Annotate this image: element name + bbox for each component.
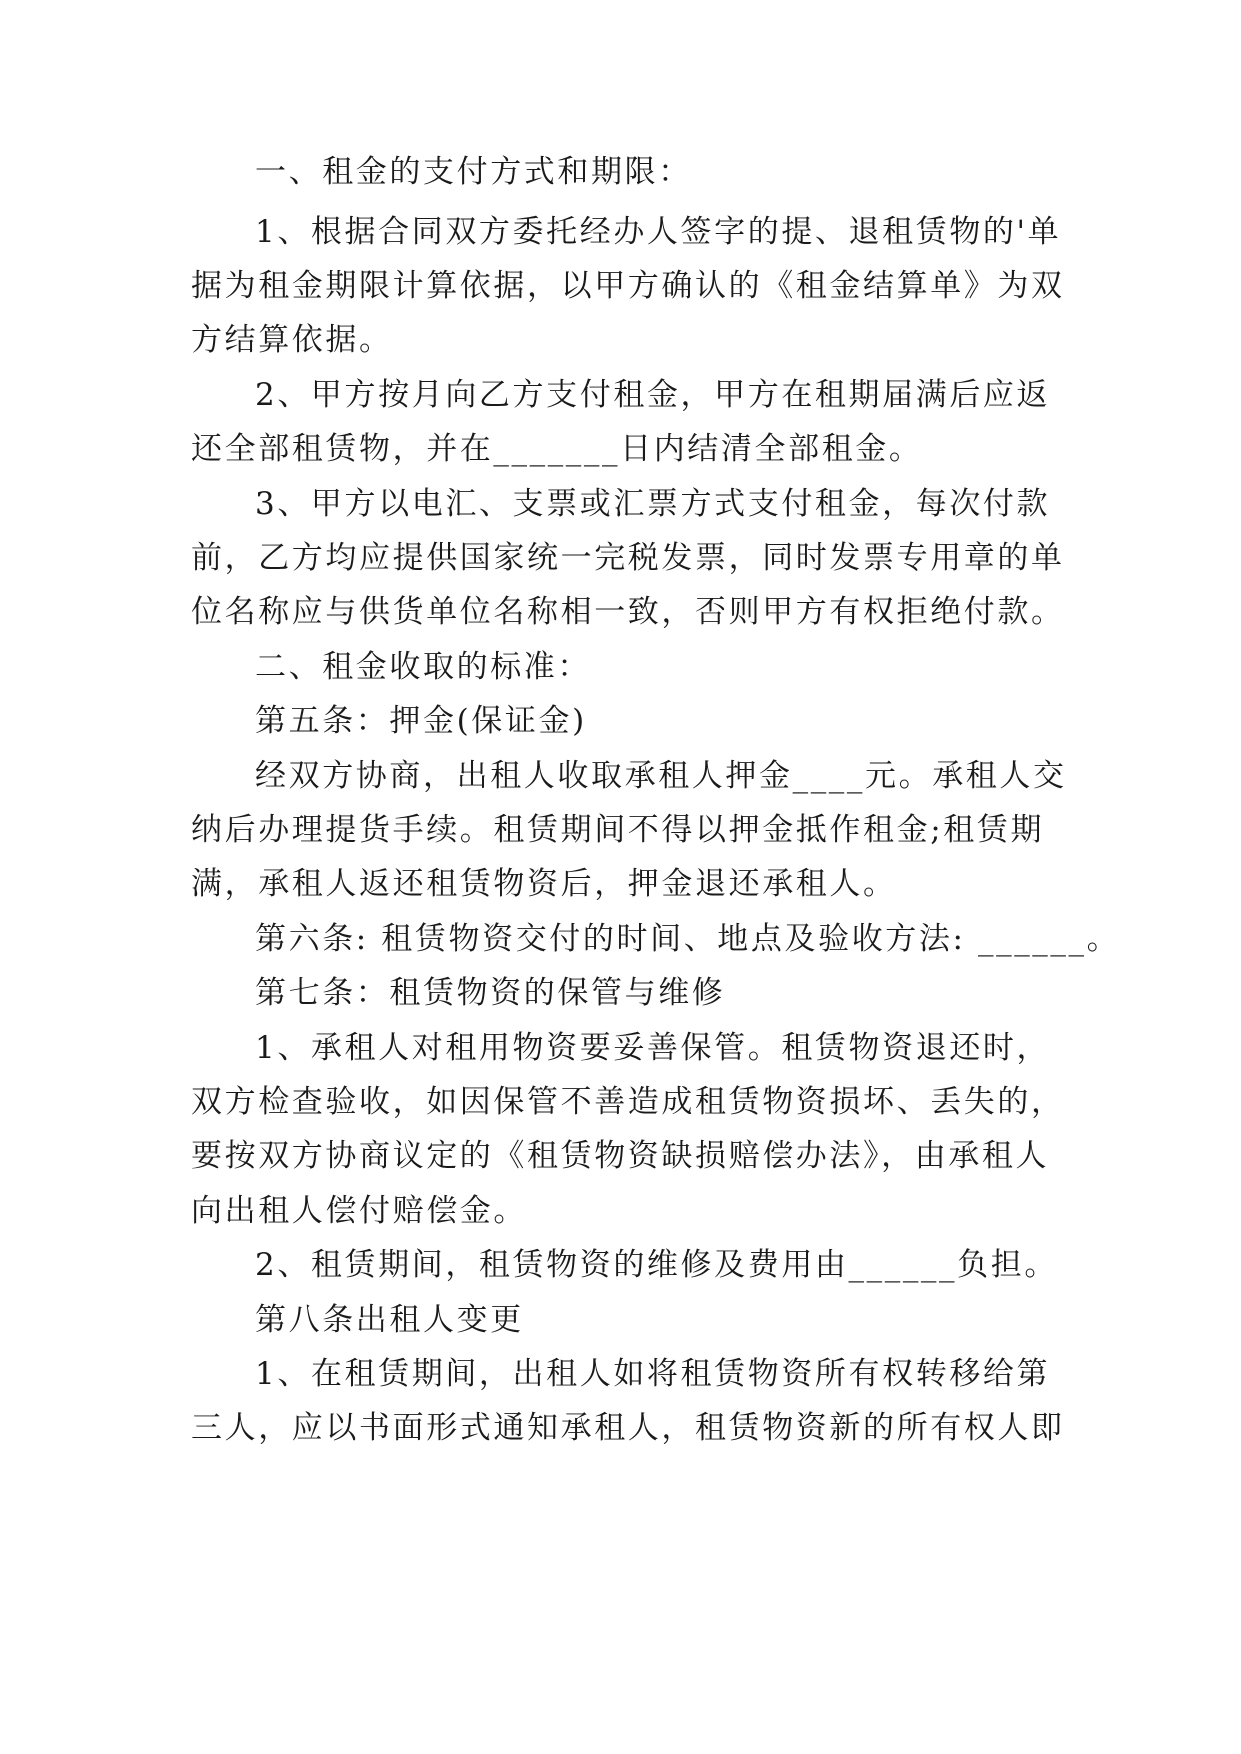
- paragraph-line: 要按双方协商议定的《租赁物资缺损赔偿办法》，由承租人: [191, 1138, 1050, 1174]
- paragraph-line: 还全部租赁物，并在_______日内结清全部租金。: [191, 431, 923, 467]
- article-heading-deposit: 第五条：押金(保证金): [255, 703, 587, 739]
- section-heading-standard: 二、租金收取的标准：: [255, 649, 591, 685]
- paragraph-line: 2、租赁期间，租赁物资的维修及费用由______负担。: [255, 1247, 1058, 1283]
- paragraph-line: 方结算依据。: [191, 322, 393, 358]
- paragraph-line: 三人，应以书面形式通知承租人，租赁物资新的所有权人即: [191, 1410, 1065, 1446]
- paragraph-line: 3、甲方以电汇、支票或汇票方式支付租金，每次付款: [255, 486, 1051, 522]
- paragraph-line: 1、承租人对租用物资要妥善保管。租赁物资退还时，: [255, 1030, 1051, 1066]
- article-heading-lessor-change: 第八条出租人变更: [255, 1302, 524, 1338]
- paragraph-line: 据为租金期限计算依据，以甲方确认的《租金结算单》为双: [191, 268, 1065, 304]
- paragraph-line: 向出租人偿付赔偿金。: [191, 1193, 527, 1229]
- section-heading-payment: 一、租金的支付方式和期限：: [255, 154, 692, 190]
- paragraph-line: 位名称应与供货单位名称相一致，否则甲方有权拒绝付款。: [191, 594, 1065, 630]
- article-heading-maintenance: 第七条：租赁物资的保管与维修: [255, 975, 726, 1011]
- paragraph-line: 前，乙方均应提供国家统一完税发票，同时发票专用章的单: [191, 540, 1065, 576]
- paragraph-line: 纳后办理提货手续。租赁期间不得以押金抵作租金;租赁期: [191, 812, 1045, 848]
- paragraph-line: 满，承租人返还租赁物资后，押金退还承租人。: [191, 866, 897, 902]
- article-heading-delivery: 第六条: 租赁物资交付的时间、地点及验收方法: ______。: [255, 921, 1121, 957]
- paragraph-line: 2、甲方按月向乙方支付租金，甲方在租期届满后应返: [255, 377, 1051, 413]
- paragraph-line: 1、在租赁期间，出租人如将租赁物资所有权转移给第: [255, 1356, 1051, 1392]
- paragraph-line: 经双方协商，出租人收取承租人押金____元。承租人交: [255, 758, 1067, 794]
- paragraph-line: 1、根据合同双方委托经办人签字的提、退租赁物的'单: [255, 214, 1062, 250]
- paragraph-line: 双方检查验收，如因保管不善造成租赁物资损坏、丢失的，: [191, 1084, 1065, 1120]
